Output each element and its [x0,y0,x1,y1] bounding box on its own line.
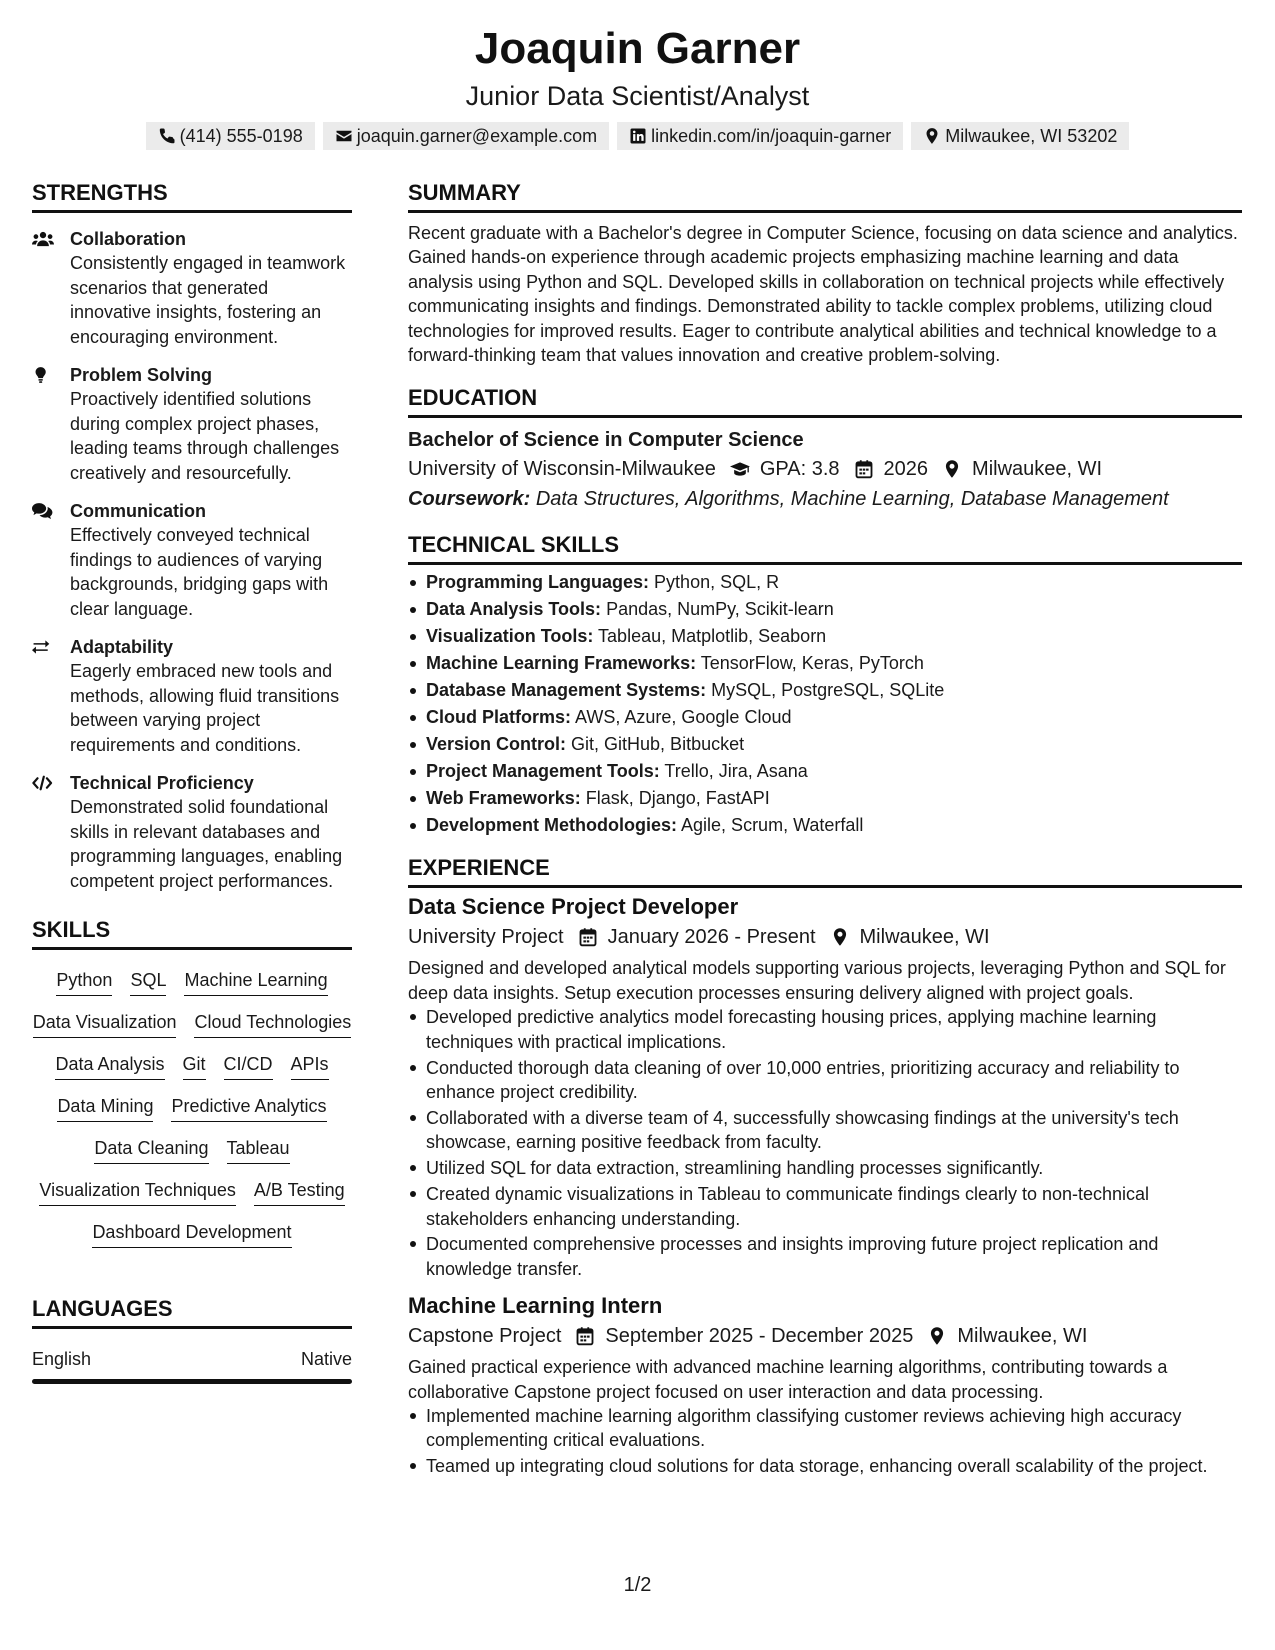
candidate-role: Junior Data Scientist/Analyst [465,81,810,111]
skill-tag: Data Cleaning [94,1136,208,1164]
education-gpa: GPA: 3.8 [759,458,840,481]
phone-icon [158,127,176,145]
job-location: Milwaukee, WI [957,1325,1088,1348]
strength-desc: Consistently engaged in teamwork scenarios that generated innovative insights, fostering an encouraging environment. [70,253,346,347]
strengths-heading: STRENGTHS [32,176,352,213]
skill-tag: SQL [130,968,166,996]
linkedin-text: linkedin.com/in/joaquin-garner [651,125,892,146]
graduation-cap-icon [730,459,750,479]
list-item: Web Frameworks: Flask, Django, FastAPI [408,785,1242,812]
list-item: Visualization Tools: Tableau, Matplotlib, Seaborn [408,623,1242,650]
technical-skills-heading: TECHNICAL SKILLS [408,528,1242,565]
location-text: Milwaukee, WI 53202 [945,125,1118,146]
strength-desc: Demonstrated solid foundational skills in relevant databases and programming languages, enabling competent project performances. [70,797,343,891]
list-item: Developed predictive analytics model forecasting housing prices, applying machine learning techniques with practical implications. [408,1005,1242,1054]
list-item: Teamed up integrating cloud solutions for data storage, enhancing overall scalability of the project. [408,1454,1242,1478]
skill-tag: Python [56,968,112,996]
languages-heading: LANGUAGES [32,1292,352,1329]
skill-tag: APIs [291,1052,329,1080]
list-item: Collaborated with a diverse team of 4, successfully showcasing findings at the university's tech showcase, earning positive feedback from faculty. [408,1106,1242,1155]
language-level: Native [300,1349,352,1369]
contact-row [0,122,1275,150]
experience-entry [408,892,1242,1281]
experience-entry [408,1291,1242,1479]
exchange-icon [32,638,54,656]
resume-header [0,20,1275,150]
list-item: Version Control: Git, GitHub, Bitbucket [408,731,1242,758]
lightbulb-icon [32,366,54,384]
contact-location [911,122,1129,150]
skill-tag: Cloud Technologies [194,1010,351,1038]
users-icon [32,230,54,248]
technical-skills-list [408,569,1242,839]
phone-text: (414) 555-0198 [179,125,303,146]
calendar-icon [578,927,598,947]
skill-tag: CI/CD [224,1052,273,1080]
coursework-label: Coursework: [408,488,531,511]
skill-tag: Machine Learning [184,968,327,996]
skills-heading: SKILLS [32,913,352,950]
job-title: Data Science Project Developer [408,894,739,920]
strength-title: Problem Solving [70,365,213,385]
language-name: English [32,1349,92,1369]
job-meta [408,1321,1242,1351]
strength-item [32,635,352,757]
list-item: Project Management Tools: Trello, Jira, Asana [408,758,1242,785]
skill-tag: Data Visualization [33,1010,177,1038]
page-number: 1/2 [623,1574,652,1596]
linkedin-icon [629,127,647,145]
skill-tag: Data Mining [57,1094,153,1122]
experience-heading: EXPERIENCE [408,851,1242,888]
contact-phone[interactable] [146,122,315,150]
job-meta [408,922,1242,952]
list-item: Implemented machine learning algorithm classifying customer reviews achieving high accuracy complementing critical evaluations. [408,1404,1242,1453]
strength-title: Communication [70,501,207,521]
strength-item [32,363,352,485]
strength-title: Collaboration [70,229,186,249]
contact-email[interactable] [323,122,609,150]
list-item: Programming Languages: Python, SQL, R [408,569,1242,596]
list-item: Conducted thorough data cleaning of over 10,000 entries, prioritizing accuracy and reliability to enhance project credibility. [408,1056,1242,1105]
education-location: Milwaukee, WI [972,458,1103,481]
job-org: University Project [408,926,564,949]
education-meta [408,454,1242,484]
strength-desc: Eagerly embraced new tools and methods, allowing fluid transitions between varying project requirements and conditions. [70,661,340,755]
skill-tag: Visualization Techniques [39,1178,235,1206]
education-heading: EDUCATION [408,381,1242,418]
job-dates: January 2026 - Present [607,926,816,949]
candidate-name: Joaquin Garner [474,24,801,73]
summary-text: Recent graduate with a Bachelor's degree in Computer Science, focusing on data science and analytics. Gained hands-on experience through academic projects emphasizing machine learning and data analysis using Python and SQL. Developed skills in collaboration on technical projects while effectively communicating insights and findings. Demonstrated ability to tackle complex problems, utilizing cloud technologies for improved results. Eager to contribute analytical abilities and technical knowledge to a forward-thinking team that values innovation and creative problem-solving. [408,223,1238,366]
job-location: Milwaukee, WI [859,926,990,949]
job-summary: Designed and developed analytical models supporting various projects, leveraging Python and SQL for deep data insights. Setup execution processes ensuring delivery aligned with project goals. [408,958,1226,1003]
strength-title: Adaptability [70,637,174,657]
job-bullets [408,1005,1242,1281]
contact-linkedin[interactable] [617,122,903,150]
job-bullets [408,1404,1242,1479]
strength-desc: Proactively identified solutions during complex project phases, leading teams through challenges creatively and resourcefully. [70,389,340,483]
education-school: University of Wisconsin-Milwaukee [408,458,716,481]
list-item: Utilized SQL for data extraction, streamlining handling processes significantly. [408,1156,1242,1180]
skill-tag: Predictive Analytics [171,1094,326,1122]
summary-heading: SUMMARY [408,176,1242,213]
list-item: Development Methodologies: Agile, Scrum, Waterfall [408,812,1242,839]
language-proficiency-bar [32,1379,352,1384]
education-degree: Bachelor of Science in Computer Science [408,429,804,452]
left-column [32,176,352,1384]
strength-item [32,771,352,893]
job-title: Machine Learning Intern [408,1293,663,1319]
coursework-text: Data Structures, Algorithms, Machine Learning, Database Management [535,488,1169,511]
skill-tag: Tableau [227,1136,290,1164]
skill-tag: A/B Testing [254,1178,345,1206]
comments-icon [32,502,54,520]
skill-tag: Dashboard Development [92,1220,291,1248]
map-pin-icon [923,127,941,145]
code-icon [32,774,54,792]
education-coursework [408,484,1242,514]
skill-tag: Data Analysis [55,1052,164,1080]
right-column [408,176,1242,1480]
language-row [32,1347,352,1371]
strength-title: Technical Proficiency [70,773,254,793]
list-item: Database Management Systems: MySQL, PostgreSQL, SQLite [408,677,1242,704]
list-item: Data Analysis Tools: Pandas, NumPy, Scikit-learn [408,596,1242,623]
list-item: Documented comprehensive processes and insights improving future project replication and knowledge transfer. [408,1232,1242,1281]
calendar-icon [854,459,874,479]
education-year: 2026 [883,458,929,481]
envelope-icon [335,127,353,145]
strength-item [32,499,352,621]
skills-tags [32,964,352,1256]
job-summary: Gained practical experience with advanced machine learning algorithms, contributing towards a collaborative Capstone project focused on user interaction and data processing. [408,1357,1168,1402]
list-item: Created dynamic visualizations in Tableau to communicate findings clearly to non-technical stakeholders enhancing understanding. [408,1182,1242,1231]
map-pin-icon [927,1326,947,1346]
calendar-icon [575,1326,595,1346]
map-pin-icon [942,459,962,479]
map-pin-icon [830,927,850,947]
skill-tag: Git [183,1052,206,1080]
strength-item [32,227,352,349]
email-text: joaquin.garner@example.com [356,125,598,146]
job-org: Capstone Project [408,1325,562,1348]
strength-desc: Effectively conveyed technical findings to audiences of varying backgrounds, bridging gaps with clear language. [70,525,329,619]
list-item: Machine Learning Frameworks: TensorFlow, Keras, PyTorch [408,650,1242,677]
list-item: Cloud Platforms: AWS, Azure, Google Cloud [408,704,1242,731]
job-dates: September 2025 - December 2025 [605,1325,914,1348]
